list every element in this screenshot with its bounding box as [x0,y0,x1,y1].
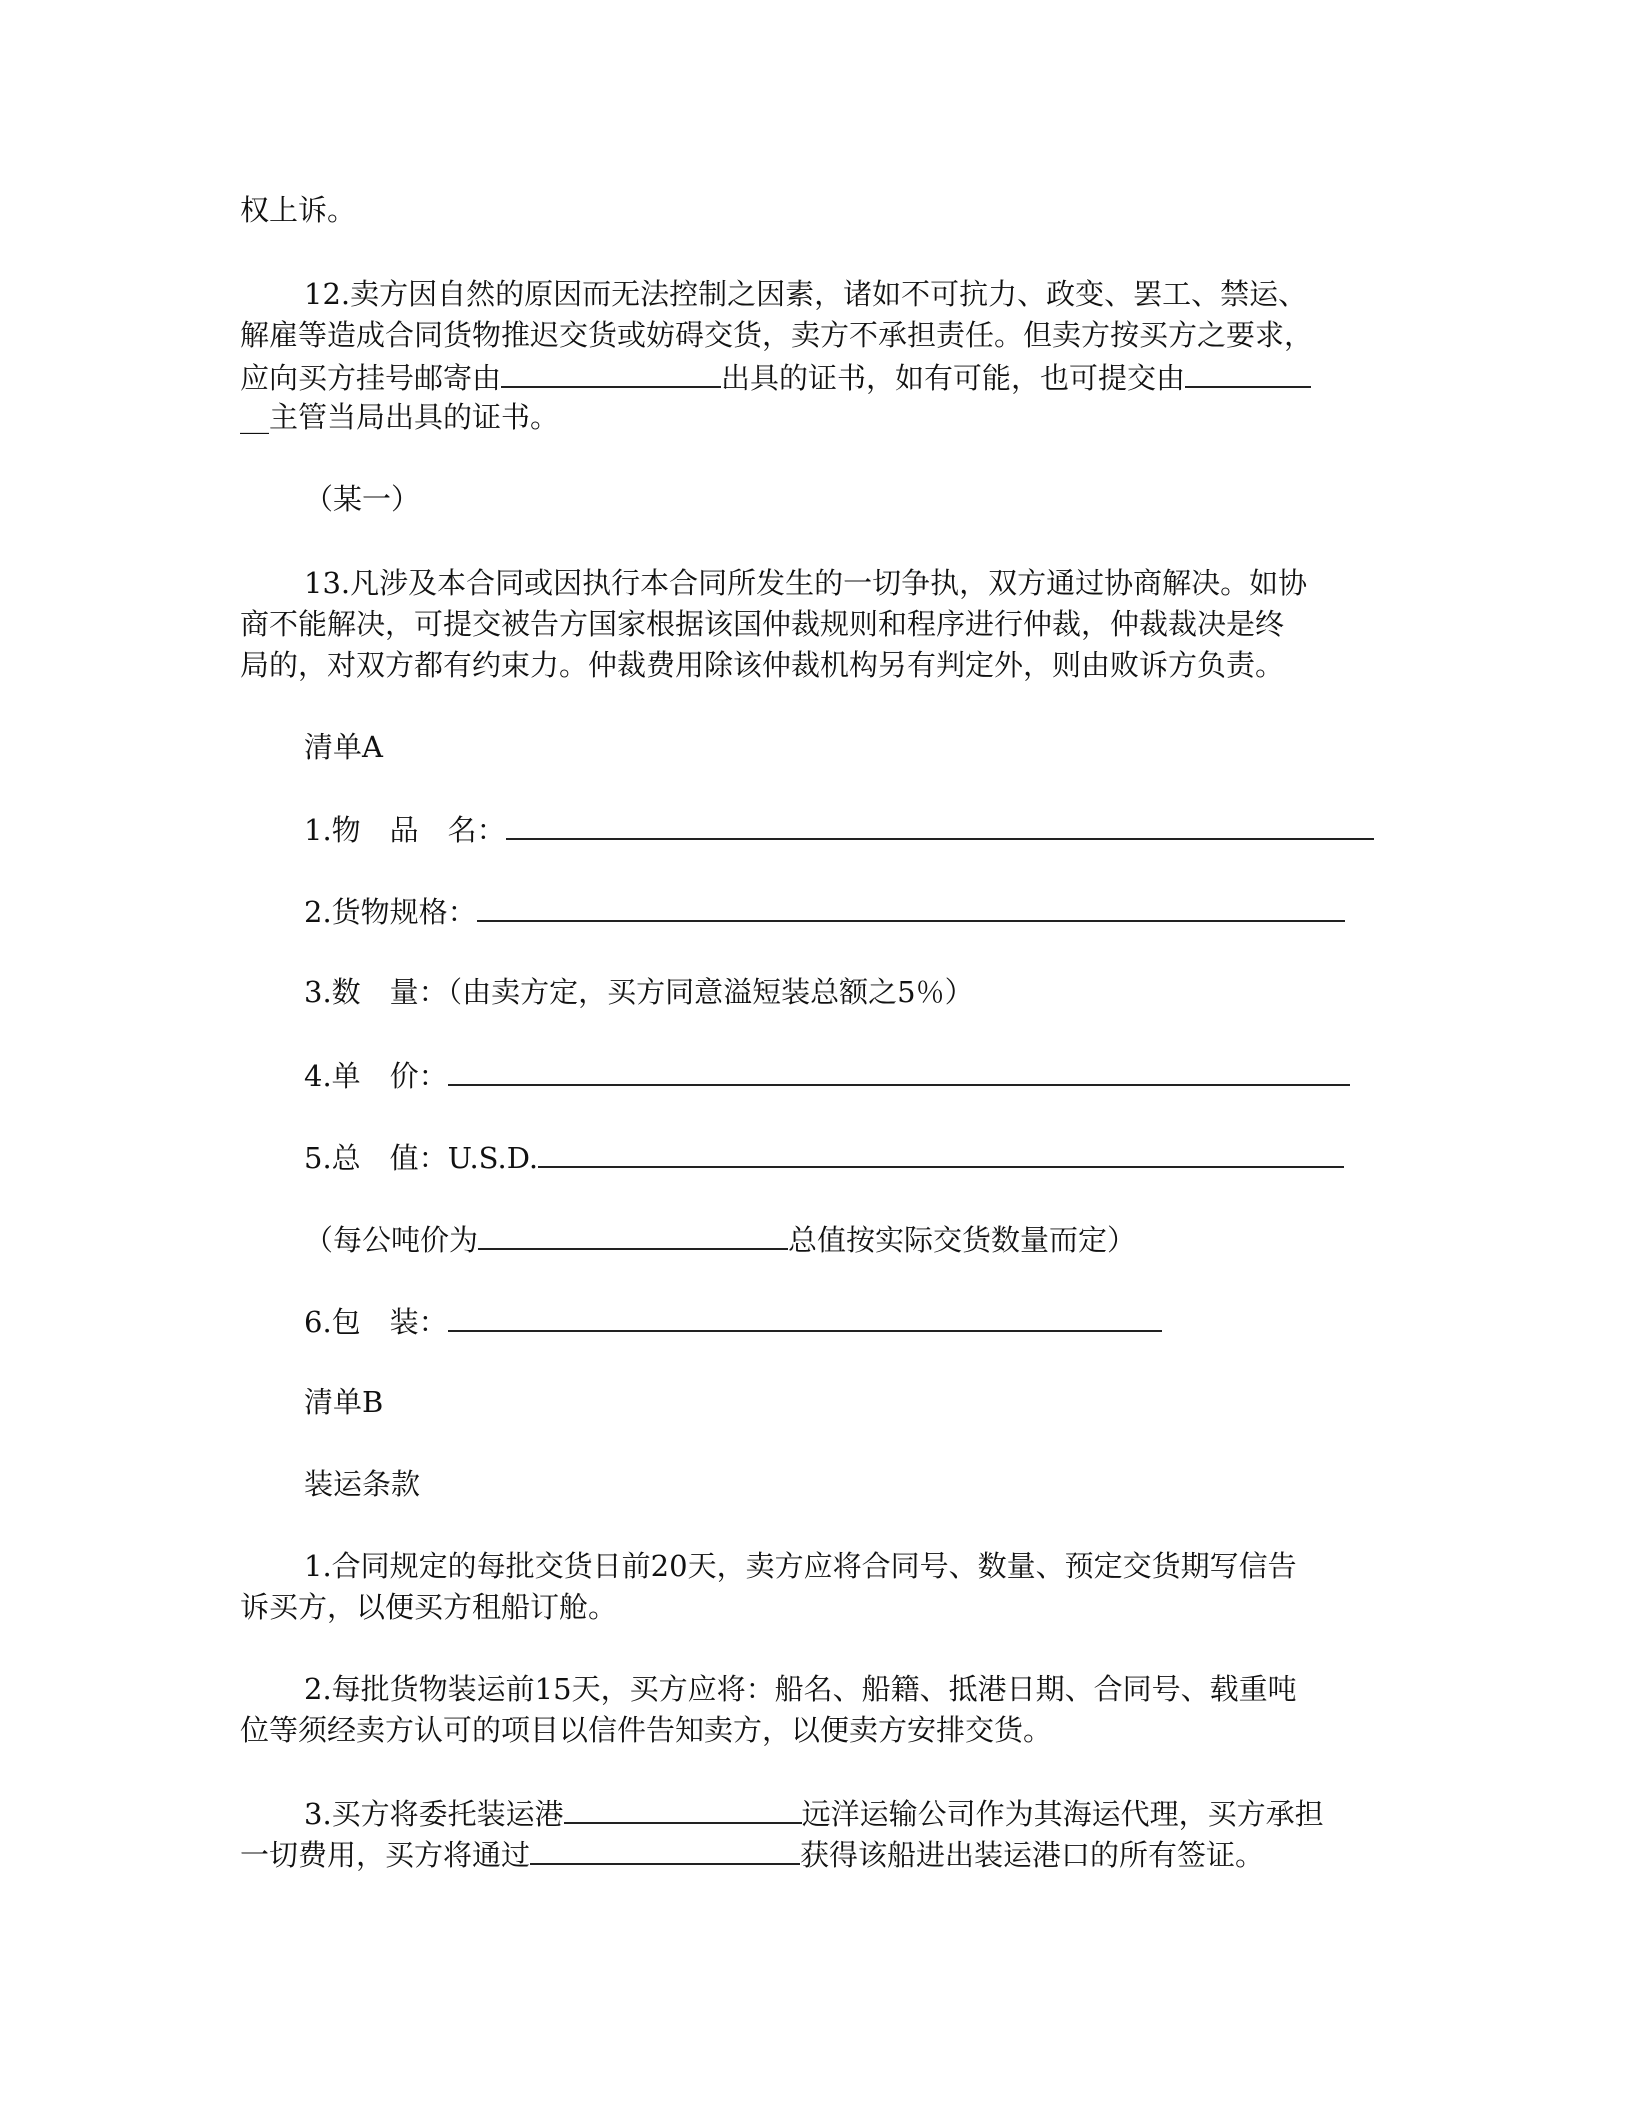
item-label: 6.包 装： [304,1305,448,1339]
packing-field[interactable] [448,1300,1162,1332]
shipping-2-line-2: 位等须经卖方认可的项目以信件告知卖方，以便卖方安排交货。 [240,1713,1053,1747]
shipping-3-line-2 [240,1833,1264,1873]
list-b-heading: 清单B [304,1385,384,1419]
clause-12-line-3 [240,356,1311,396]
clause-13-line-2: 商不能解决，可提交被告方国家根据该国仲裁规则和程序进行仲裁，仲裁裁决是终 [240,607,1285,641]
shipping-1-line-1: 1.合同规定的每批交货日前20天，卖方应将合同号、数量、预定交货期写信告 [304,1549,1297,1583]
shipping-terms-heading: 装运条款 [304,1467,421,1501]
text-segment: 一切费用，买方将通过 [240,1838,531,1872]
shipping-2-line-1: 2.每批货物装运前15天，买方应将：船名、船籍、抵港日期、合同号、载重吨 [304,1672,1297,1706]
text-segment: 出具的证书，如有可能，也可提交由 [721,361,1186,395]
price-per-ton-field[interactable] [478,1218,788,1250]
clause-13-line-3: 局的，对双方都有约束力。仲裁费用除该仲裁机构另有判定外，则由败诉方负责。 [240,648,1285,682]
text-segment: 远洋运输公司作为其海运代理，买方承担 [801,1797,1324,1831]
item-label: 4.单 价： [304,1059,448,1093]
item-name-row [304,808,1374,848]
price-per-ton-row [304,1218,1136,1258]
fill-blank-authority[interactable] [1185,356,1311,388]
unit-price-row [304,1054,1350,1094]
item-label: 2.货物规格： [304,895,477,929]
clause-13-line-1: 13.凡涉及本合同或因执行本合同所发生的一切争执，双方通过协商解决。如协 [304,566,1308,600]
text-segment: 获得该船进出装运港口的所有签证。 [800,1838,1265,1872]
spec-row [304,890,1345,930]
quantity-row: 3.数 量：（由卖方定，买方同意溢短装总额之5％） [304,975,974,1009]
text-segment: 应向买方挂号邮寄由 [240,361,502,395]
text-segment: （每公吨价为 [304,1223,479,1257]
text-segment: 3.买方将委托装运港 [304,1797,564,1831]
paragraph-line: 权上诉。 [240,193,357,227]
fill-blank-issuer[interactable] [501,356,721,388]
shipping-1-line-2: 诉买方，以便买方租船订舱。 [240,1590,618,1624]
clause-12-line-4: __主管当局出具的证书。 [240,400,560,434]
paragraph-line: （某一） [304,482,421,516]
list-a-heading: 清单A [304,730,383,764]
unit-price-field[interactable] [448,1054,1350,1086]
item-name-field[interactable] [506,808,1374,840]
clause-12-line-2: 解雇等造成合同货物推迟交货或妨碍交货，卖方不承担责任。但卖方按买方之要求， [240,318,1314,352]
spec-field[interactable] [477,890,1345,922]
document-page [240,0,1382,2112]
item-label: 5.总 值：U.S.D. [304,1141,539,1175]
total-value-row [304,1136,1344,1176]
total-value-field[interactable] [538,1136,1344,1168]
clause-12-line-1: 12.卖方因自然的原因而无法控制之因素，诸如不可抗力、政变、罢工、禁运、 [304,277,1308,311]
visa-agent-field[interactable] [530,1833,800,1865]
packing-row [304,1300,1162,1340]
loading-port-field[interactable] [564,1792,802,1824]
shipping-3-line-1 [304,1792,1324,1832]
text-segment: 总值按实际交货数量而定） [788,1223,1137,1257]
item-label: 1.物 品 名： [304,813,506,847]
